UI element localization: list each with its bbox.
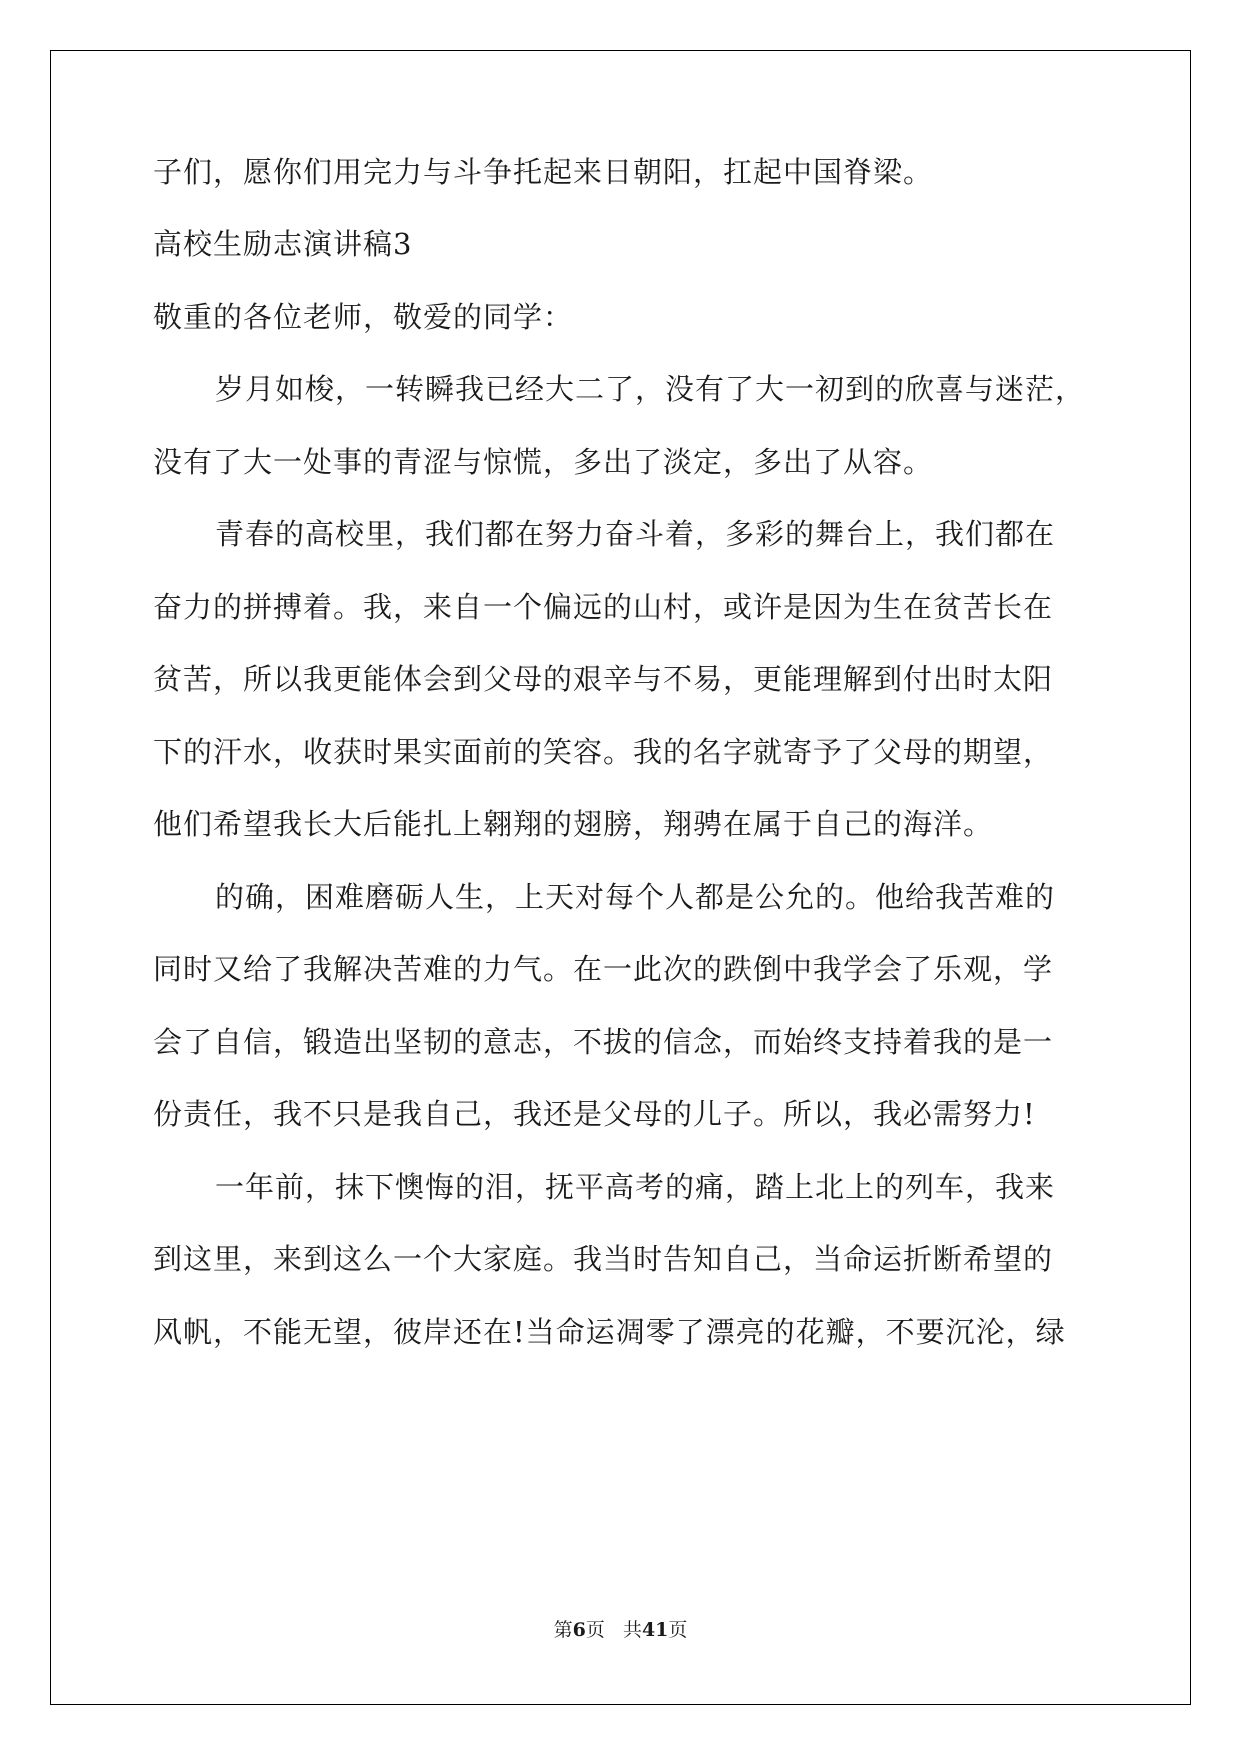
text-line: 他们希望我长大后能扎上翱翔的翅膀，翔骋在属于自己的海洋。 — [153, 807, 994, 841]
section-heading: 高校生励志演讲稿3 — [153, 227, 413, 261]
text-line: 会了自信，锻造出坚韧的意志，不拔的信念，而始终支持着我的是一 — [153, 1025, 1054, 1059]
salutation: 敬重的各位老师，敬爱的同学： — [153, 300, 574, 334]
text-line: 青春的高校里，我们都在努力奋斗着，多彩的舞台上，我们都在 — [215, 517, 1056, 551]
text-line: 风帆，不能无望，彼岸还在!当命运凋零了漂亮的花瓣，不要沉沦，绿 — [153, 1315, 1066, 1349]
text-line: 同时又给了我解决苦难的力气。在一此次的跌倒中我学会了乐观，学 — [153, 952, 1054, 986]
text-line: 的确，困难磨砺人生，上天对每个人都是公允的。他给我苦难的 — [215, 880, 1056, 914]
current-page-number: 6 — [572, 1619, 586, 1641]
footer-prefix: 第 — [553, 1619, 573, 1641]
text-line: 一年前，抹下懊悔的泪，抚平高考的痛，踏上北上的列车，我来 — [215, 1170, 1056, 1204]
total-pages-number: 41 — [641, 1619, 669, 1641]
text-line: 子们，愿你们用完力与斗争托起来日朝阳，扛起中国脊梁。 — [153, 155, 934, 189]
text-line: 没有了大一处事的青涩与惊慌，多出了淡定，多出了从容。 — [153, 445, 934, 479]
text-line: 份责任，我不只是我自己，我还是父母的儿子。所以，我必需努力! — [153, 1097, 1036, 1131]
text-line: 贫苦，所以我更能体会到父母的艰辛与不易，更能理解到付出时太阳 — [153, 662, 1054, 696]
footer-middle: 页 共 — [585, 1619, 642, 1641]
text-line: 岁月如梭，一转瞬我已经大二了，没有了大一初到的欣喜与迷茫， — [215, 372, 1086, 406]
text-line: 奋力的拼搏着。我，来自一个偏远的山村，或许是因为生在贫苦长在 — [153, 590, 1054, 624]
text-line: 下的汗水，收获时果实面前的笑容。我的名字就寄予了父母的期望， — [153, 735, 1054, 769]
page-footer — [0, 1618, 1241, 1642]
text-line: 到这里，来到这么一个大家庭。我当时告知自己，当命运折断希望的 — [153, 1242, 1054, 1276]
footer-suffix: 页 — [668, 1619, 688, 1641]
